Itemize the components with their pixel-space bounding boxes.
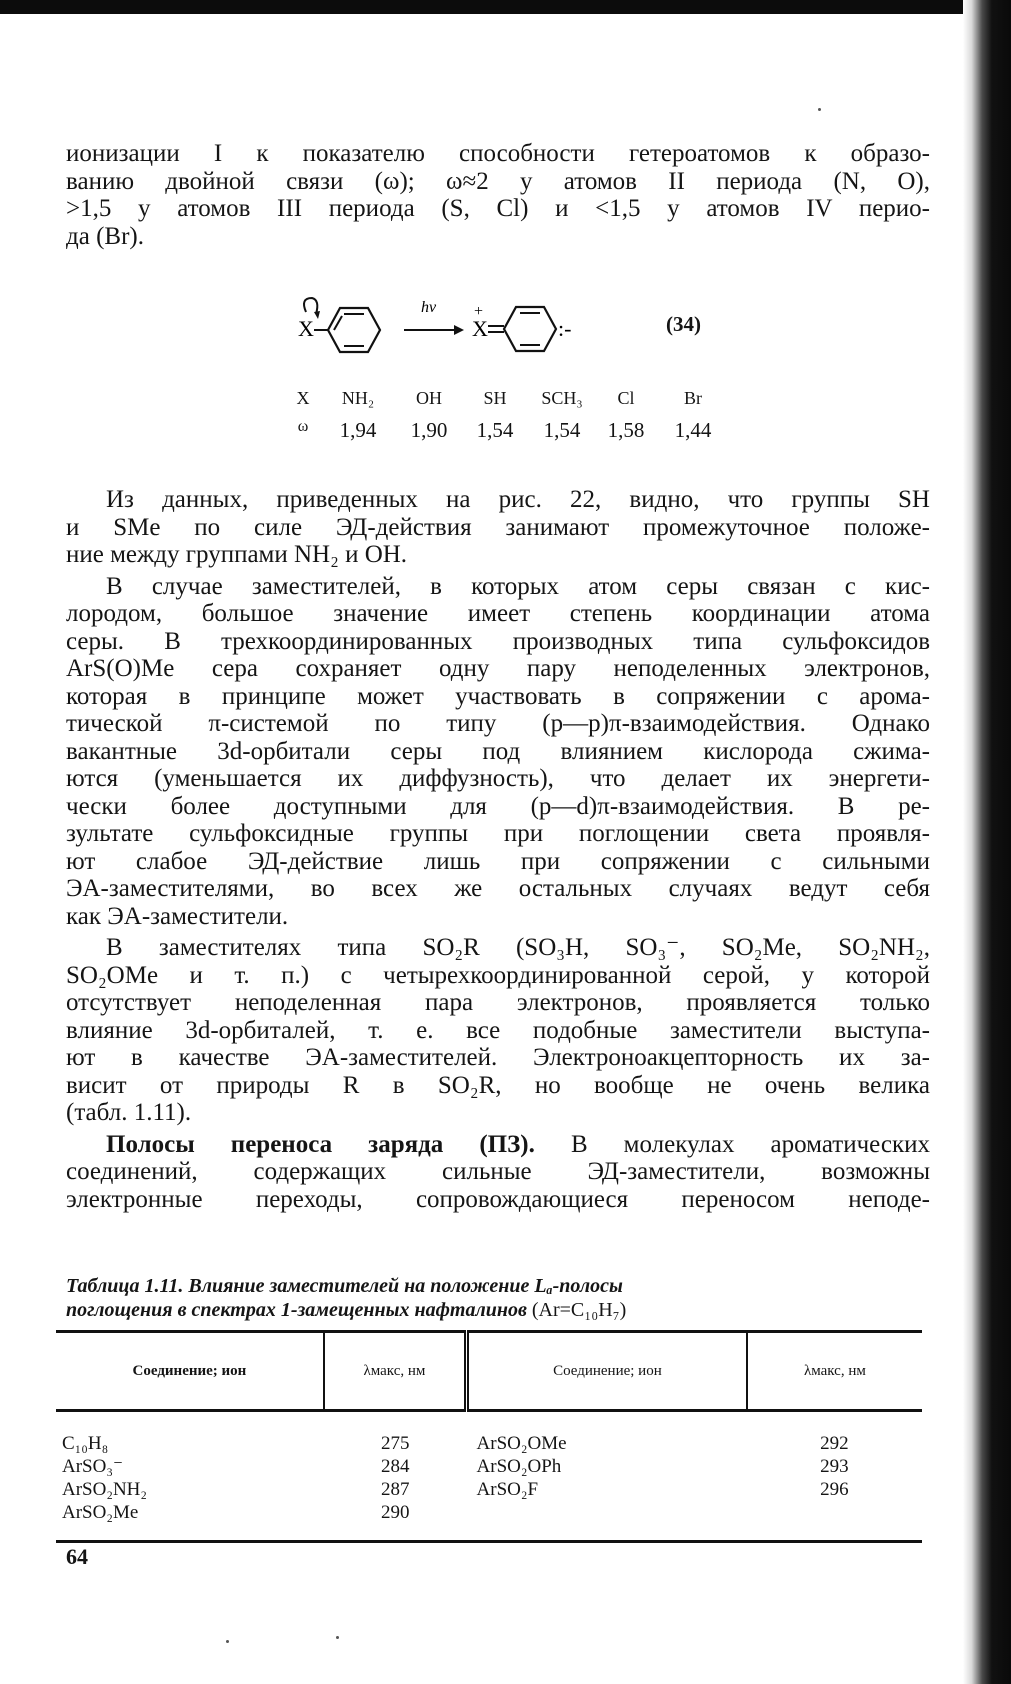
text-line: ние между группами NH₂ и OH. (66, 541, 408, 568)
book-spine-shadow (963, 0, 1011, 1684)
intro-paragraph (66, 140, 930, 250)
left-compounds-cell: C₁₀H₈ ArSO₃⁻ ArSO₂NH₂ ArSO₂Me (56, 1411, 324, 1542)
caption-line: Таблица 1.11. Влияние заместителей на положение Lₐ-полосы (66, 1275, 623, 1297)
substituent: Br (684, 388, 702, 408)
scan-speck (226, 1640, 229, 1643)
text-line: висит от природы R в SO₂R, но вообще не очень велика (66, 1071, 930, 1099)
text-line: влияние 3d-орбиталей, т. е. все подобные заместители выступа- (66, 1016, 930, 1044)
text-line: ют слабое ЭД-действие лишь при сопряжении с сильными (66, 847, 930, 875)
intro-line: ионизации I к показателю способности гетероатомов к образо- (66, 140, 930, 167)
text-line: Из данных, приведенных на рис. 22, видно, что группы SH (106, 486, 930, 513)
data-table (56, 1330, 922, 1543)
text-line: тической π-системой по типу (p—p)π-взаимодействия. Однако (66, 710, 930, 737)
intro-line: да (Br). (66, 222, 144, 250)
scheme-right-x: X (472, 316, 488, 341)
text-line: отсутствует неподеленная пара электронов, проявляется только (66, 989, 930, 1016)
table-header-row (56, 1332, 922, 1411)
paragraph-3 (66, 934, 930, 1127)
arrow-label: hν (421, 299, 437, 316)
substituent: NH₂ (341, 388, 375, 408)
page-number: 64 (66, 1544, 88, 1569)
paragraph-4 (66, 1131, 930, 1214)
equation-number: (34) (666, 312, 701, 336)
x-label: X (296, 388, 310, 408)
text-line: зультате сульфоксидные группы при поглощении света проявля- (66, 820, 930, 847)
table-caption (66, 1274, 906, 1322)
text-line: лородом, большое значение имеет степень координации атома (66, 600, 930, 627)
table-row (56, 1411, 922, 1542)
text-line: В случае заместителей, в которых атом серы связан с кис- (106, 572, 930, 600)
text-line: и SMe по силе ЭД-действия занимают промежуточное положе- (66, 513, 930, 541)
scheme-left-x: X (298, 316, 314, 341)
paragraph-2 (66, 573, 930, 931)
text-line: SO₂OMe и т. п.) с четырехкоординированной серой, у которой (66, 961, 930, 989)
paragraph-1 (66, 486, 930, 569)
text-line: ArS(O)Me сера сохраняет одну пару неподеленных электронов, (66, 655, 930, 682)
omega-value: 1,54 (543, 418, 581, 442)
text-line: электронные переходы, сопровождающиеся переносом неподе- (66, 1185, 930, 1213)
right-values-cell: 292 293 296 (747, 1411, 922, 1542)
text-line: ются (уменьшается их диффузность), что делает их энергети- (66, 765, 930, 792)
substituent: Cl (617, 388, 635, 408)
omega-value: 1,58 (607, 418, 645, 442)
text-line: как ЭА-заместители. (66, 902, 289, 930)
text-line: ЭА-заместителями, во всех же остальных случаях ведут себя (66, 875, 930, 902)
reaction-scheme (296, 292, 716, 354)
column-header: λмакс, нм (324, 1332, 467, 1411)
text-line: серы. В трехкоординированных производных типа сульфоксидов (66, 627, 930, 655)
omega-row (288, 418, 728, 443)
scan-top-edge (0, 0, 1011, 14)
substituent: SH (483, 388, 507, 408)
text-line: В заместителях типа SO₂R (SO₃H, SO₃⁻, SO₂Me, SO₂NH₂, (106, 934, 930, 961)
substituent-row (288, 388, 728, 409)
text-line: ют в качестве ЭА-заместителей. Электроноакцепторность их за- (66, 1044, 930, 1071)
omega-value: 1,54 (476, 418, 514, 442)
scan-speck (818, 108, 821, 111)
substituent: SCH₃ (541, 388, 583, 408)
text-line: соединений, содержащих сильные ЭД-заместители, возможны (66, 1158, 930, 1185)
omega-value: 1,44 (674, 418, 712, 442)
curved-arrow-icon (304, 298, 317, 314)
intro-line: >1,5 у атомов III периода (S, Cl) и <1,5 у атомов IV перио- (66, 195, 930, 222)
section-heading: Полосы переноса заряда (ПЗ). (106, 1130, 535, 1158)
caption-line: поглощения в спектрах 1-замещенных нафталинов (Ar=C₁₀H₇) (66, 1299, 627, 1321)
scheme-anion: :- (558, 316, 572, 341)
body-text (66, 486, 930, 1213)
omega-value: 1,94 (339, 418, 377, 442)
text-run: В молекулах ароматических (534, 1130, 930, 1158)
column-header: Соединение; ион (56, 1332, 324, 1411)
text-line: вакантные 3d-орбитали серы под влиянием кислорода сжима- (66, 737, 930, 765)
text-line (66, 1131, 930, 1159)
text-line: чески более доступными для (p—d)π-взаимодействия. В ре- (66, 792, 930, 820)
right-compounds-cell: ArSO₂OMe ArSO₂OPh ArSO₂F (467, 1411, 747, 1542)
omega-value: 1,90 (410, 418, 448, 442)
substituent: OH (416, 388, 442, 408)
column-header: λмакс, нм (747, 1332, 922, 1411)
caption-formula: (Ar=C₁₀H₇) (531, 1299, 627, 1321)
column-header: Соединение; ион (467, 1332, 747, 1411)
text-line: которая в принципе может участвовать в сопряжении с арома- (66, 682, 930, 710)
intro-line: ванию двойной связи (ω); ω≈2 у атомов II периода (N, O), (66, 167, 930, 195)
svg-text:+: + (474, 303, 484, 320)
omega-label: ω (297, 418, 309, 435)
text-line: (табл. 1.11). (66, 1099, 192, 1126)
scan-speck (336, 1636, 339, 1639)
left-values-cell: 275 284 287 290 (324, 1411, 467, 1542)
